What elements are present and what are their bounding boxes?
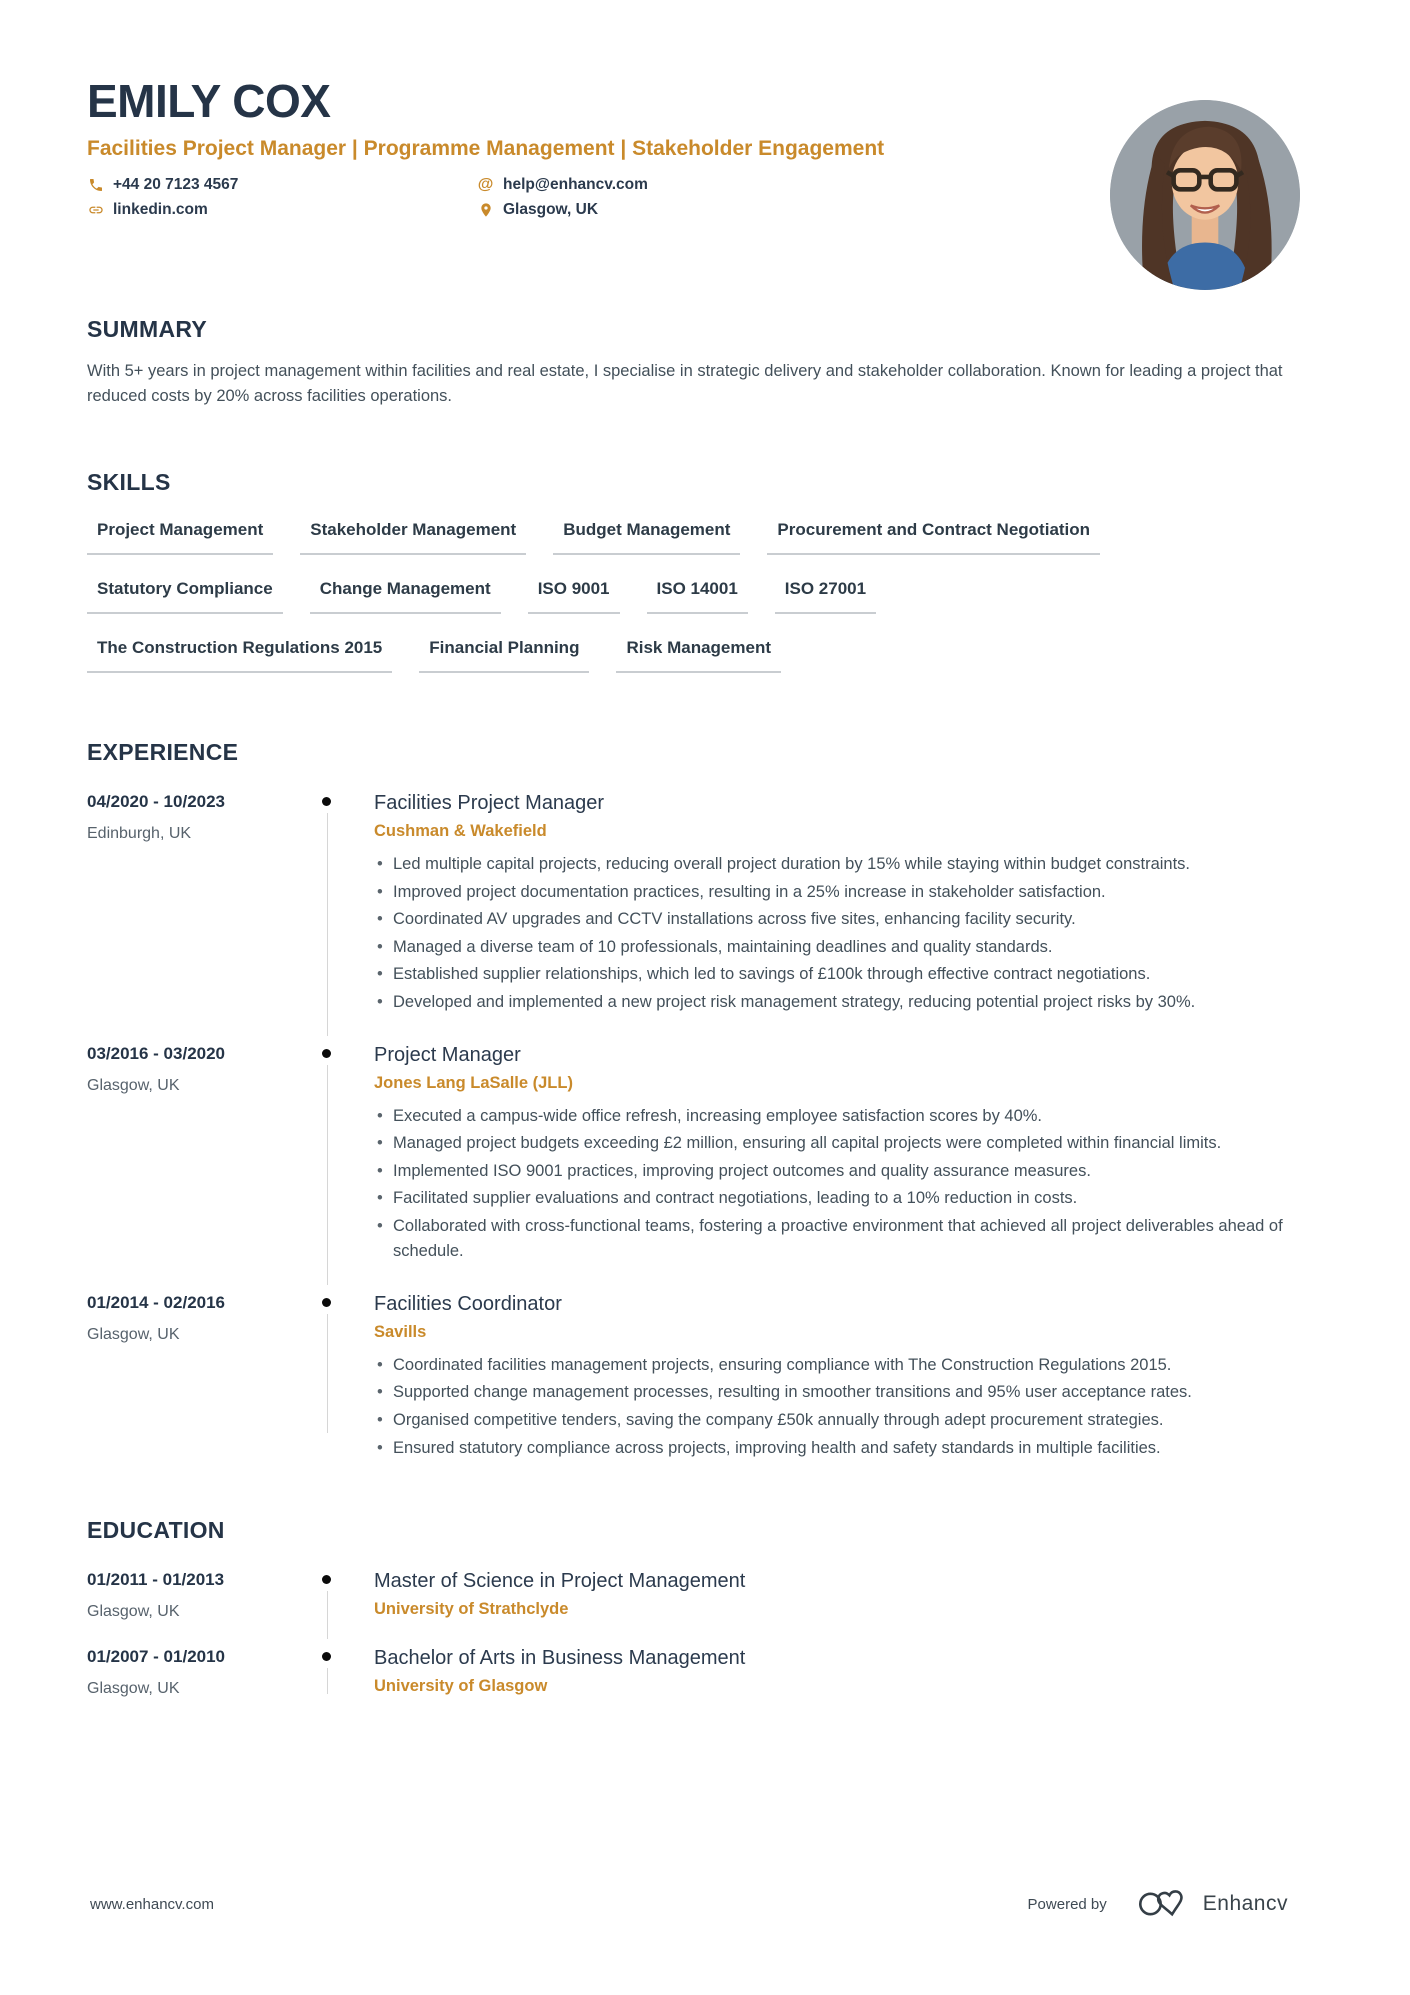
contact-email[interactable]: [477, 176, 987, 194]
skill-tag: Project Management: [87, 520, 273, 555]
header: [87, 75, 1330, 219]
section-skills: [87, 469, 1330, 673]
company-name: Savills: [374, 1322, 427, 1341]
contact-phone: [87, 176, 477, 194]
bullet-list: [374, 1104, 1330, 1265]
entry-location: Glasgow, UK: [87, 1076, 180, 1094]
location-icon: [477, 202, 494, 219]
entry-location: Glasgow, UK: [87, 1680, 180, 1698]
skill-tag: Risk Management: [616, 638, 781, 673]
job-title: Facilities Project Manager: [374, 792, 605, 815]
entry-location: Glasgow, UK: [87, 1325, 180, 1343]
timeline: [287, 1044, 366, 1267]
entry-dates: 04/2020 - 10/2023: [87, 792, 226, 812]
contact-linkedin[interactable]: [87, 201, 477, 219]
timeline-line: [327, 1591, 328, 1639]
skills-row: [87, 638, 1330, 673]
entry-body: [366, 1044, 1330, 1267]
entry-meta: [87, 1570, 287, 1621]
skill-tag: Budget Management: [553, 520, 740, 555]
skill-tag: ISO 9001: [528, 579, 620, 614]
bullet-item: • Organised competitive tenders, saving the company £50k annually through adept procurement strategies.: [374, 1408, 1330, 1434]
section-education: [87, 1517, 1330, 1698]
contact-location: [477, 201, 987, 219]
school-name: University of Glasgow: [374, 1677, 548, 1696]
powered-by-block: [1028, 1889, 1288, 1919]
bullet-item: • Developed and implemented a new project risk management strategy, reducing potential project risks by 30%.: [374, 990, 1330, 1016]
entry-meta: [87, 1647, 287, 1698]
summary-heading: SUMMARY: [87, 316, 208, 342]
timeline: [287, 1293, 366, 1463]
contact-phone-text: +44 20 7123 4567: [113, 176, 239, 193]
contact-block: [87, 176, 987, 219]
candidate-name: EMILY COX: [87, 75, 331, 127]
bullet-item: • Coordinated AV upgrades and CCTV installations across five sites, enhancing facility security.: [374, 907, 1330, 933]
timeline-dot-icon: [322, 1575, 331, 1584]
bullet-item: • Collaborated with cross-functional teams, fostering a proactive environment that achieved all project deliverables ahead of schedule.: [374, 1214, 1330, 1265]
degree-title: Bachelor of Arts in Business Management: [374, 1647, 746, 1670]
headline: Facilities Project Manager | Programme Management | Stakeholder Engagement: [87, 137, 885, 160]
entry-location: Edinburgh, UK: [87, 825, 192, 843]
skill-tag: ISO 27001: [775, 579, 876, 614]
bullet-item: • Improved project documentation practices, resulting in a 25% increase in stakeholder satisfaction.: [374, 880, 1330, 906]
bullet-item: • Established supplier relationships, which led to savings of £100k through effective contract negotiations.: [374, 962, 1330, 988]
timeline-line: [327, 1314, 328, 1433]
footer: [90, 1889, 1288, 1919]
bullet-item: • Managed project budgets exceeding £2 million, ensuring all capital projects were completed within financial limits.: [374, 1131, 1330, 1157]
powered-by-label: Powered by: [1027, 1895, 1107, 1913]
timeline-dot-icon: [322, 797, 331, 806]
entry-meta: [87, 792, 287, 1017]
timeline-line: [327, 1065, 328, 1285]
timeline-dot-icon: [322, 1652, 331, 1661]
skill-tag: Change Management: [310, 579, 501, 614]
bullet-list: [374, 852, 1330, 1015]
link-icon: [87, 202, 104, 219]
entry-location: Glasgow, UK: [87, 1603, 180, 1621]
timeline-line: [327, 1668, 328, 1694]
education-entry: [87, 1647, 1330, 1698]
skills-row: [87, 579, 1330, 614]
email-icon: @: [477, 176, 494, 193]
phone-icon: [87, 177, 104, 194]
bullet-item: • Facilitated supplier evaluations and contract negotiations, leading to a 10% reduction in costs.: [374, 1186, 1330, 1212]
bullet-item: • Executed a campus-wide office refresh, increasing employee satisfaction scores by 40%.: [374, 1104, 1330, 1130]
enhancv-logo-icon: [1137, 1889, 1191, 1919]
experience-entry: [87, 1293, 1330, 1463]
timeline-dot-icon: [322, 1298, 331, 1307]
skill-tag: ISO 14001: [647, 579, 748, 614]
bullet-list: [374, 1353, 1330, 1461]
contact-location-text: Glasgow, UK: [503, 201, 599, 218]
entry-body: [366, 1570, 1330, 1621]
section-summary: [87, 316, 1330, 409]
enhancv-brand-text: Enhancv: [1202, 1892, 1288, 1915]
job-title: Facilities Coordinator: [374, 1292, 562, 1315]
entry-body: [366, 1293, 1330, 1463]
section-experience: [87, 739, 1330, 1463]
bullet-item: • Ensured statutory compliance across projects, improving health and safety standards in multiple facilities.: [374, 1436, 1330, 1462]
entry-body: [366, 792, 1330, 1017]
bullet-item: • Managed a diverse team of 10 professionals, maintaining deadlines and quality standards.: [374, 935, 1330, 961]
education-entry: [87, 1570, 1330, 1621]
company-name: Cushman & Wakefield: [374, 822, 547, 841]
entry-dates: 01/2011 - 01/2013: [87, 1570, 225, 1590]
entry-meta: [87, 1044, 287, 1267]
avatar: [1110, 100, 1300, 290]
company-name: Jones Lang LaSalle (JLL): [374, 1073, 573, 1092]
bullet-item: • Supported change management processes, resulting in smoother transitions and 95% user acceptance rates.: [374, 1380, 1330, 1406]
skill-tag: Procurement and Contract Negotiation: [767, 520, 1100, 555]
entry-body: [366, 1647, 1330, 1698]
avatar-illustration: [1110, 100, 1300, 290]
skills-heading: SKILLS: [87, 469, 171, 496]
bullet-item: • Implemented ISO 9001 practices, improving project outcomes and quality assurance measures.: [374, 1159, 1330, 1185]
timeline-dot-icon: [322, 1049, 331, 1058]
skills-row: [87, 520, 1330, 555]
contact-email-text: help@enhancv.com: [503, 176, 648, 193]
school-name: University of Strathclyde: [374, 1600, 569, 1619]
timeline-line: [327, 813, 328, 1035]
degree-title: Master of Science in Project Management: [374, 1570, 746, 1593]
summary-text: With 5+ years in project management within facilities and real estate, I specialise in strategic delivery and stakeholder collaboration. Known for leading a project that reduced costs by 20% across facilities operations.: [87, 362, 1283, 406]
entry-dates: 01/2007 - 01/2010: [87, 1647, 226, 1667]
education-heading: EDUCATION: [87, 1517, 225, 1544]
contact-linkedin-text: linkedin.com: [113, 201, 208, 218]
entry-meta: [87, 1293, 287, 1463]
timeline: [287, 1570, 366, 1621]
job-title: Project Manager: [374, 1043, 521, 1066]
entry-dates: 03/2016 - 03/2020: [87, 1043, 226, 1063]
footer-site-link[interactable]: www.enhancv.com: [90, 1895, 214, 1913]
bullet-item: • Coordinated facilities management projects, ensuring compliance with The Construction Regulations 2015.: [374, 1353, 1330, 1379]
experience-entry: [87, 792, 1330, 1017]
experience-heading: EXPERIENCE: [87, 739, 239, 766]
bullet-item: • Led multiple capital projects, reducing overall project duration by 15% while staying within budget constraints.: [374, 852, 1330, 878]
skill-tag: Financial Planning: [419, 638, 589, 673]
skill-tag: The Construction Regulations 2015: [87, 638, 392, 673]
timeline: [287, 792, 366, 1017]
skill-tag: Stakeholder Management: [300, 520, 526, 555]
experience-entry: [87, 1044, 1330, 1267]
skill-tag: Statutory Compliance: [87, 579, 283, 614]
entry-dates: 01/2014 - 02/2016: [87, 1292, 226, 1312]
timeline: [287, 1647, 366, 1698]
